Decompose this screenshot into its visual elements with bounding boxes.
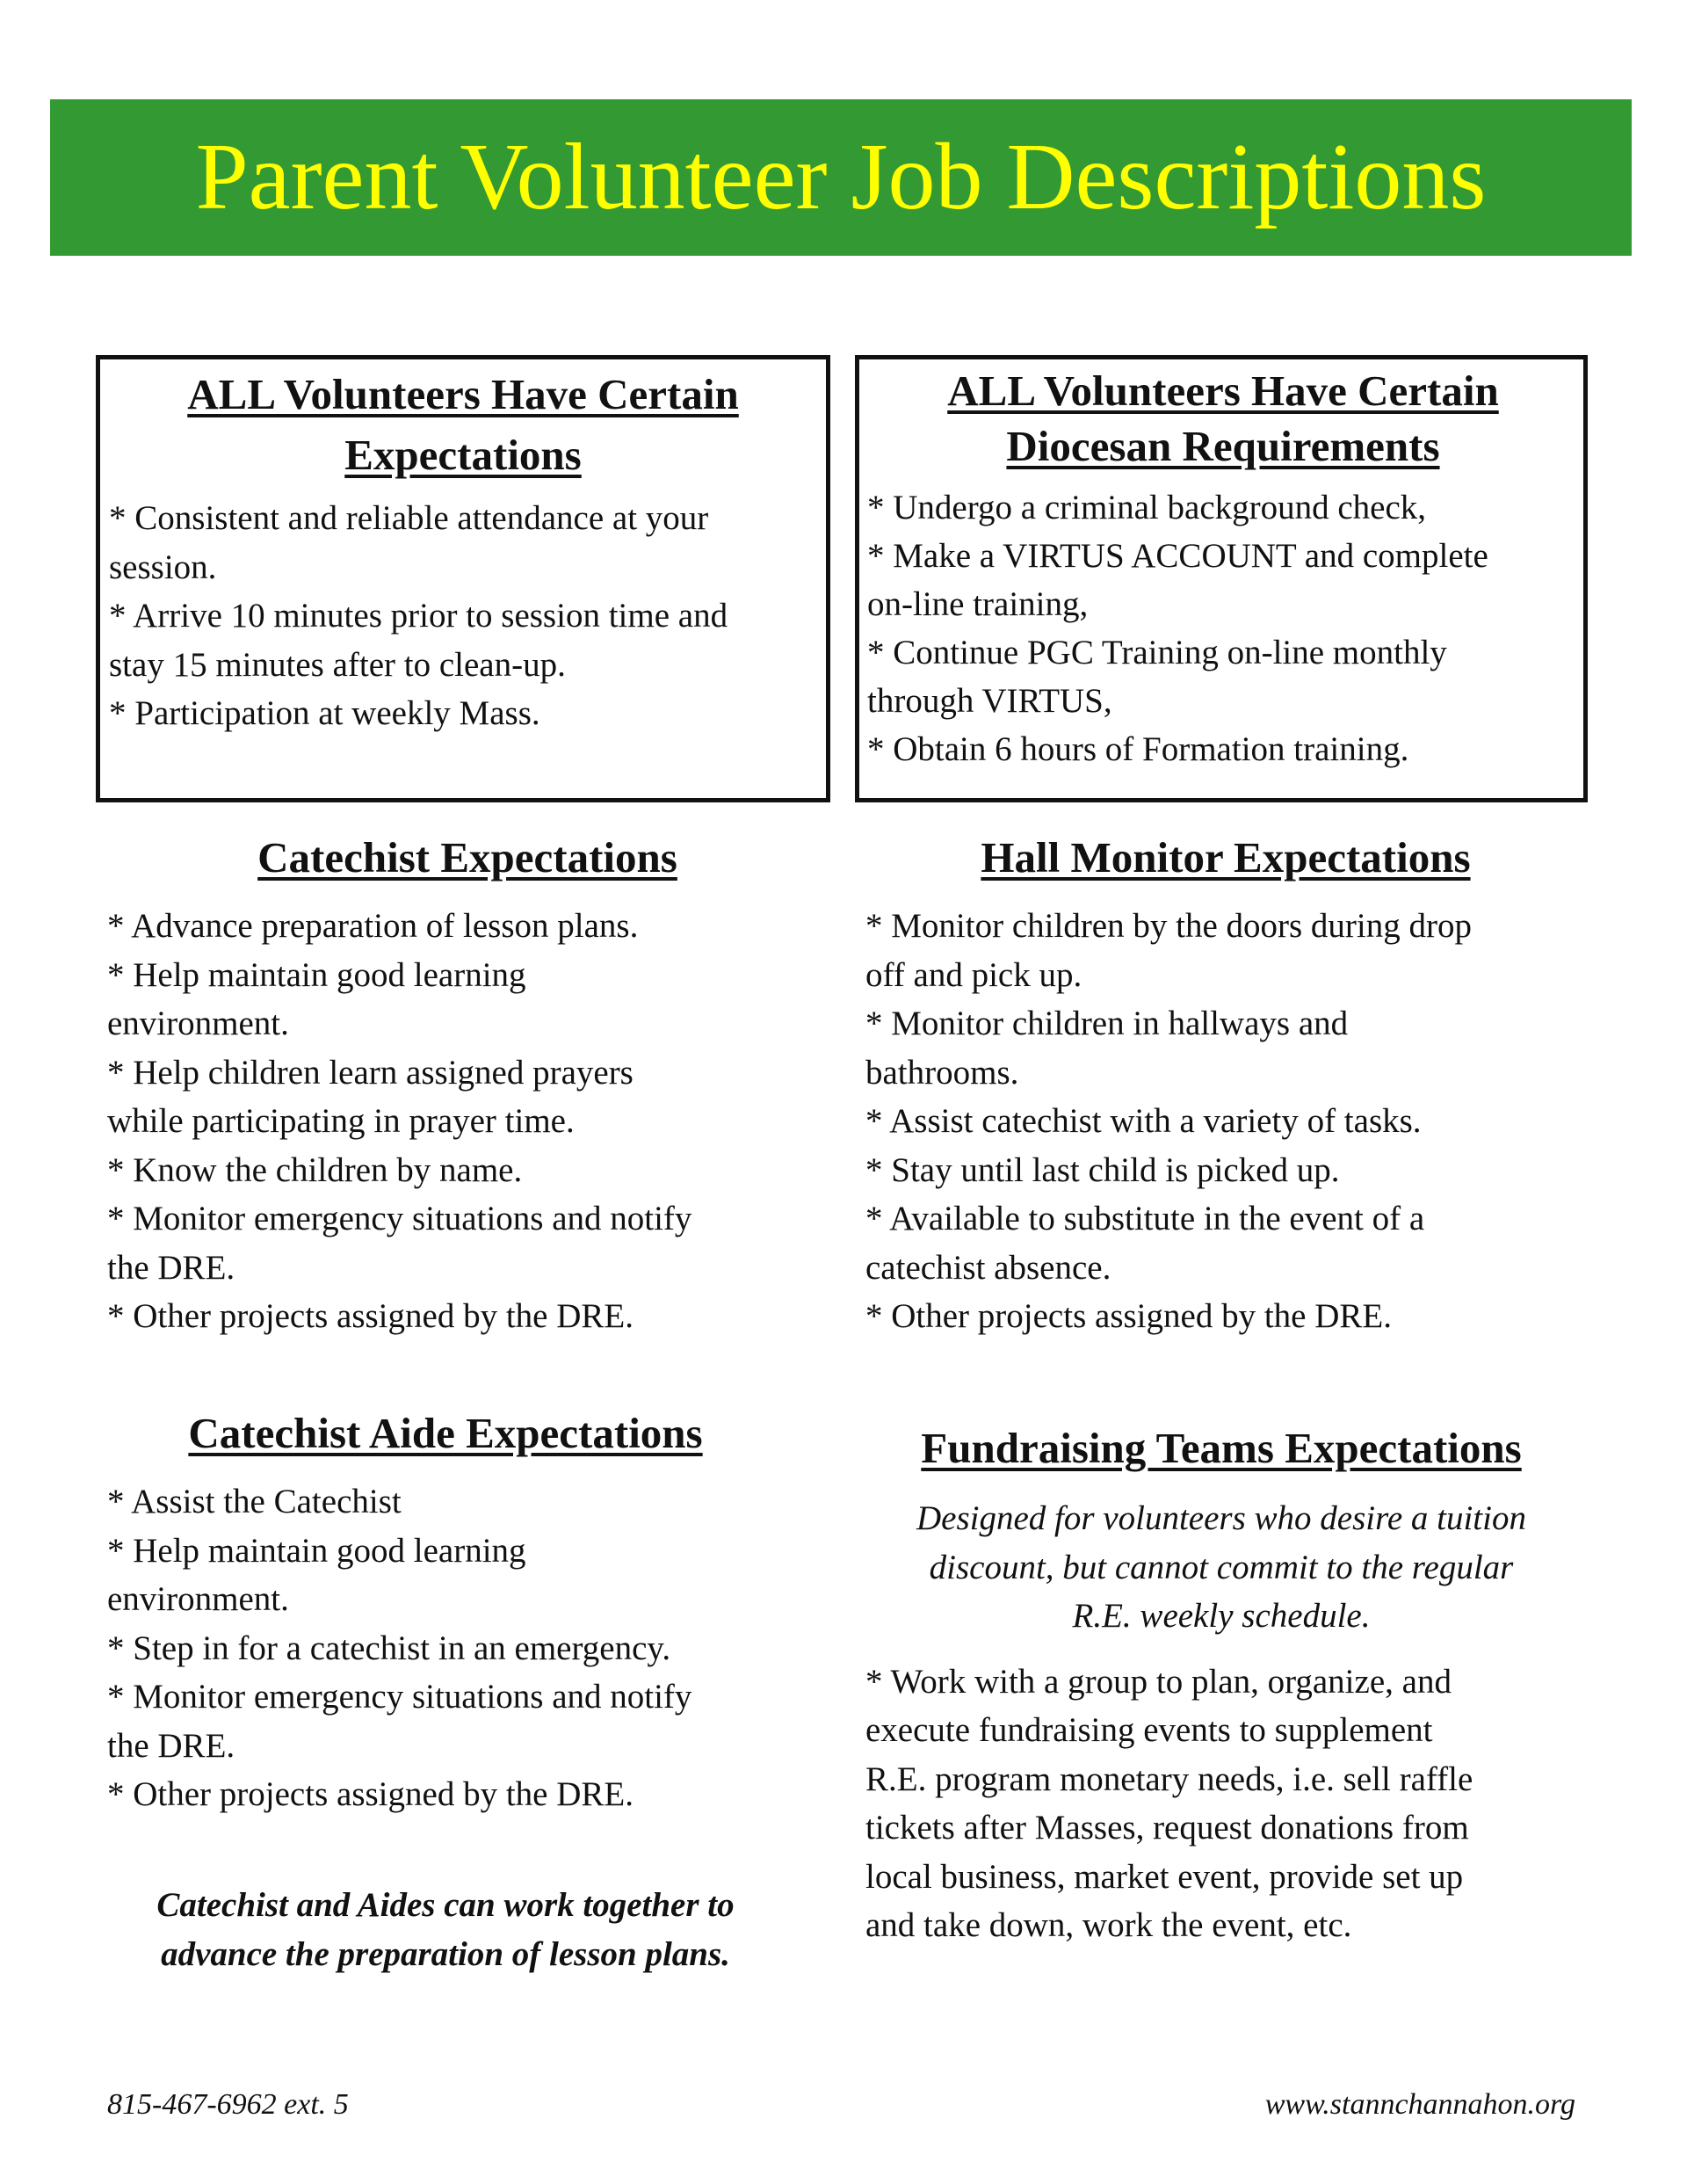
heading-line [865,1424,1577,1473]
list-item-line: * Continue PGC Training on-line monthly [867,634,1447,671]
heading-text: Expectations [344,431,582,479]
list-item [867,725,1579,773]
list-item-line: * Work with a group to plan, organize, and [865,1662,1452,1701]
list-item-line: * Assist catechist with a variety of tasks. [865,1102,1422,1140]
all-volunteers-expectations [109,364,817,738]
note-line: advance the preparation of lesson plans. [161,1935,730,1973]
list-item [865,902,1586,999]
intro-line: discount, but cannot commit to the regular [929,1548,1514,1586]
list-item [865,999,1586,1097]
list-item [865,1097,1586,1146]
list-item-line: while participating in prayer time. [107,1102,575,1140]
note-line: Catechist and Aides can work together to [156,1886,735,1924]
list-item-line: bathrooms. [865,1053,1019,1092]
list-item [867,483,1579,532]
list-item-line: * Stay until last child is picked up. [865,1150,1340,1189]
list-item-line: * Available to substitute in the event of a [865,1200,1425,1237]
bullet-list [865,1658,1577,1950]
list-item-line: * Help maintain good learning [107,955,526,994]
section-heading [865,1424,1577,1473]
list-item [867,532,1579,628]
list-item-line: * Assist the Catechist [107,1483,402,1520]
heading-line [107,833,828,882]
list-item-line: * Other projects assigned by the DRE. [865,1297,1392,1335]
list-item [107,902,828,951]
list-item [107,1770,784,1819]
list-item [107,1146,828,1195]
list-item [109,689,817,738]
list-item [865,1292,1586,1341]
list-item-line: local business, market event, provide set up [865,1857,1464,1896]
intro-line: R.E. weekly schedule. [1072,1597,1371,1635]
heading-line [107,1409,784,1458]
section-heading [867,363,1579,474]
list-item-line: on-line training, [867,585,1089,623]
catechist-aide-expectations [107,1409,784,1819]
list-item-line: * Other projects assigned by the DRE. [107,1297,634,1335]
heading-text: Diocesan Requirements [1006,422,1440,470]
list-item-line: * Step in for a catechist in an emergency. [107,1629,671,1667]
footer-website[interactable]: www.stannchannahon.org [1264,2088,1575,2121]
list-item-line: * Arrive 10 minutes prior to session time and [109,597,728,635]
list-item [107,1194,828,1292]
list-item [107,1048,828,1146]
footer-phone: 815-467-6962 ext. 5 [107,2088,349,2121]
heading-text: Catechist Expectations [257,833,677,882]
list-item-line: * Help maintain good learning [107,1531,526,1570]
list-item [107,1624,784,1673]
list-item-line: * Other projects assigned by the DRE. [107,1775,634,1813]
list-item-line: stay 15 minutes after to clean-up. [109,645,566,684]
heading-line [867,363,1579,418]
list-item-line: execute fundraising events to supplement [865,1711,1433,1749]
list-item-line: and take down, work the event, etc. [865,1906,1352,1944]
list-item-line: * Consistent and reliable attendance at your [109,499,709,537]
heading-text: ALL Volunteers Have Certain [187,370,739,418]
fundraising-teams-expectations [865,1424,1577,1950]
list-item-line: * Monitor emergency situations and notify [107,1200,692,1237]
list-item-line: environment. [107,1005,289,1042]
section-intro [865,1494,1577,1641]
bullet-list [107,902,828,1341]
diocesan-requirements [867,363,1579,773]
list-item [865,1658,1577,1950]
list-item-line: * Advance preparation of lesson plans. [107,907,639,945]
list-item [865,1146,1586,1195]
heading-text: Hall Monitor Expectations [981,833,1471,882]
list-item-line: off and pick up. [865,955,1082,994]
bullet-list [865,902,1586,1341]
list-item-line: through VIRTUS, [867,682,1112,720]
list-item [109,494,817,591]
catechist-expectations [107,833,828,1341]
list-item-line: * Monitor children by the doors during drop [865,907,1472,945]
section-heading [107,1409,784,1458]
intro-line: Designed for volunteers who desire a tuition [916,1499,1526,1537]
heading-line [109,364,817,424]
hall-monitor-expectations [865,833,1586,1341]
list-item-line: * Make a VIRTUS ACCOUNT and complete [867,537,1488,575]
list-item [107,1477,784,1527]
list-item-line: * Monitor children in hallways and [865,1005,1349,1042]
heading-text: ALL Volunteers Have Certain [947,366,1499,415]
heading-line [109,424,817,485]
list-item-line: * Help children learn assigned prayers [107,1053,634,1092]
list-item [107,1292,828,1341]
heading-line [865,833,1586,882]
list-item-line: * Undergo a criminal background check, [867,489,1427,526]
section-heading [107,833,828,882]
list-item-line: the DRE. [107,1248,235,1287]
list-item [107,951,828,1048]
heading-line [867,418,1579,474]
list-item [107,1672,784,1770]
list-item-line: session. [109,548,217,586]
list-item-line: catechist absence. [865,1248,1111,1287]
heading-text: Fundraising Teams Expectations [921,1424,1522,1472]
heading-text: Catechist Aide Expectations [188,1409,703,1457]
collaboration-note [94,1881,797,1979]
bullet-list [109,494,817,738]
list-item [867,628,1579,725]
list-item-line: tickets after Masses, request donations from [865,1809,1469,1847]
list-item [107,1527,784,1624]
list-item-line: * Participation at weekly Mass. [109,694,540,732]
list-item-line: * Obtain 6 hours of Formation training. [867,730,1409,768]
section-heading [865,833,1586,882]
list-item [109,591,817,689]
bullet-list [107,1477,784,1819]
page-title: Parent Volunteer Job Descriptions [195,125,1487,229]
list-item-line: R.E. program monetary needs, i.e. sell raffle [865,1760,1473,1798]
list-item [865,1194,1586,1292]
list-item-line: * Monitor emergency situations and notify [107,1678,692,1716]
title-banner [50,99,1632,256]
list-item-line: environment. [107,1580,289,1618]
list-item-line: * Know the children by name. [107,1150,523,1189]
bullet-list [867,483,1579,773]
list-item-line: the DRE. [107,1726,235,1765]
section-heading [109,364,817,485]
